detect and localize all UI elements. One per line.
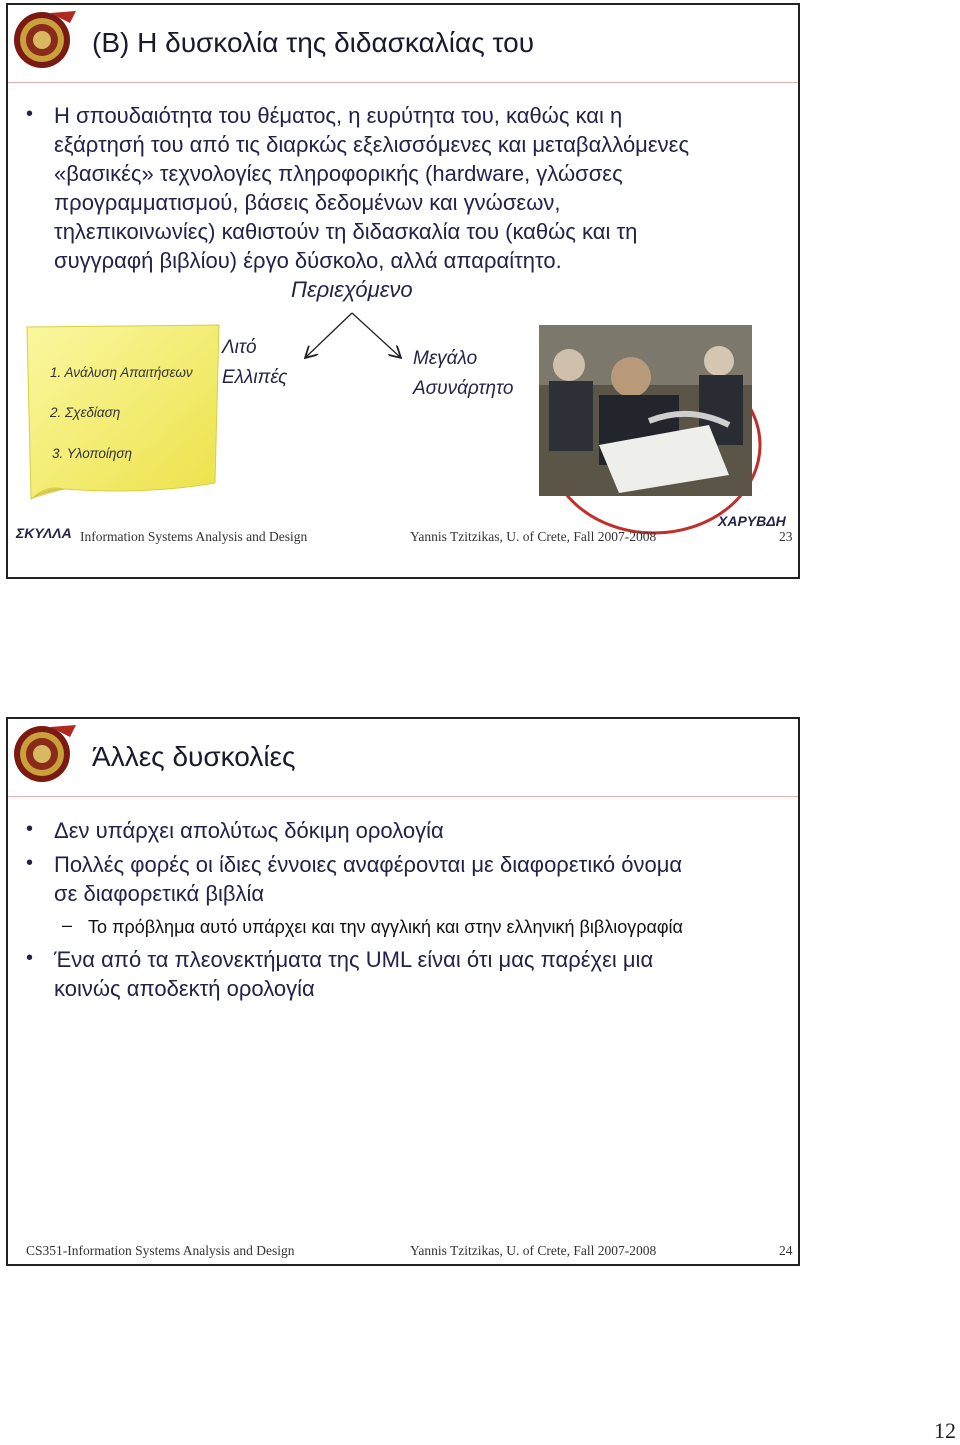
footer-page-number: 23 xyxy=(779,529,793,544)
bullet-dot-icon: • xyxy=(26,852,34,874)
bullet-line: σε διαφορετικά βιβλία xyxy=(54,881,265,906)
bullet-line: συγγραφή βιβλίου) έργο δύσκολο, αλλά απαραίτητο. xyxy=(54,248,562,273)
dash-icon: – xyxy=(62,915,73,935)
sub-bullet-text: Το πρόβλημα αυτό υπάρχει και την αγγλική και στην ελληνική βιβλιογραφία xyxy=(88,917,683,937)
conference-photo xyxy=(539,325,752,496)
document-page-number: 12 xyxy=(934,1418,956,1443)
bullet-line: Ένα από τα πλεονεκτήματα της UML είναι ότι μας παρέχει μια xyxy=(54,947,654,972)
bullet-point xyxy=(26,945,786,1005)
sub-bullet xyxy=(62,915,792,941)
footer-author: Yannis Tzitzikas, U. of Crete, Fall 2007-2008 xyxy=(410,1243,657,1258)
note-item: 3. Υλοποίηση xyxy=(52,446,133,461)
diagram-right-label-2: Ασυνάρτητο xyxy=(413,378,514,399)
bullet-line: Δεν υπάρχει απολύτως δόκιμη ορολογία xyxy=(54,818,444,843)
footer-course: Information Systems Analysis and Design xyxy=(80,529,308,544)
diagram-left-label-1: Λιτό xyxy=(222,337,257,358)
bullet-line: Η σπουδαιότητα του θέματος, η ευρύτητα του, καθώς και η xyxy=(54,103,623,128)
bullet-dot-icon: • xyxy=(26,818,34,840)
university-logo-icon xyxy=(10,721,78,787)
label-charybdis: ΧΑΡΥΒΔΗ xyxy=(718,513,786,529)
footer-course: CS351-Information Systems Analysis and Design xyxy=(26,1243,295,1258)
diagram-left-label-2: Ελλιπές xyxy=(222,367,288,388)
bullet-line: τηλεπικοινωνίες) καθιστούν τη διδασκαλία του (καθώς και τη xyxy=(54,219,638,244)
bullet-dot-icon: • xyxy=(26,103,34,125)
note-item: 1. Ανάλυση Απαιτήσεων xyxy=(50,365,193,380)
slide-title: (B) Η δυσκολία της διδασκαλίας του xyxy=(92,27,535,58)
diagram-root-label: Περιεχόμενο xyxy=(291,277,413,302)
note-item: 2. Σχεδίαση xyxy=(50,405,121,420)
slide-title: Άλλες δυσκολίες xyxy=(92,741,296,772)
diagram-right-label-1: Μεγάλο xyxy=(413,348,478,369)
footer-page-number: 24 xyxy=(779,1243,793,1258)
bullet-line: Πολλές φορές οι ίδιες έννοιες αναφέρονται με διαφορετικό όνομα xyxy=(54,852,683,877)
bullet-dot-icon: • xyxy=(26,947,34,969)
label-skylla: ΣΚΥΛΛΑ xyxy=(16,525,72,541)
bullet-point xyxy=(26,816,786,848)
bullet-line: εξάρτησή του από τις διαρκώς εξελισσόμενες και μεταβαλλόμενες xyxy=(54,132,690,157)
bullet-line: «βασικές» τεχνολογίες πληροφορικής (hardware, γλώσσες xyxy=(54,161,623,186)
bullet-point xyxy=(26,850,786,910)
footer-author: Yannis Tzitzikas, U. of Crete, Fall 2007-2008 xyxy=(410,529,657,544)
slide-23 xyxy=(6,3,800,579)
bullet-line: κοινώς αποδεκτή ορολογία xyxy=(54,976,315,1001)
bullet-line: προγραμματισμού, βάσεις δεδομένων και γνώσεων, xyxy=(54,190,561,215)
slide-title-bar xyxy=(8,719,798,797)
slide-24 xyxy=(6,717,800,1266)
